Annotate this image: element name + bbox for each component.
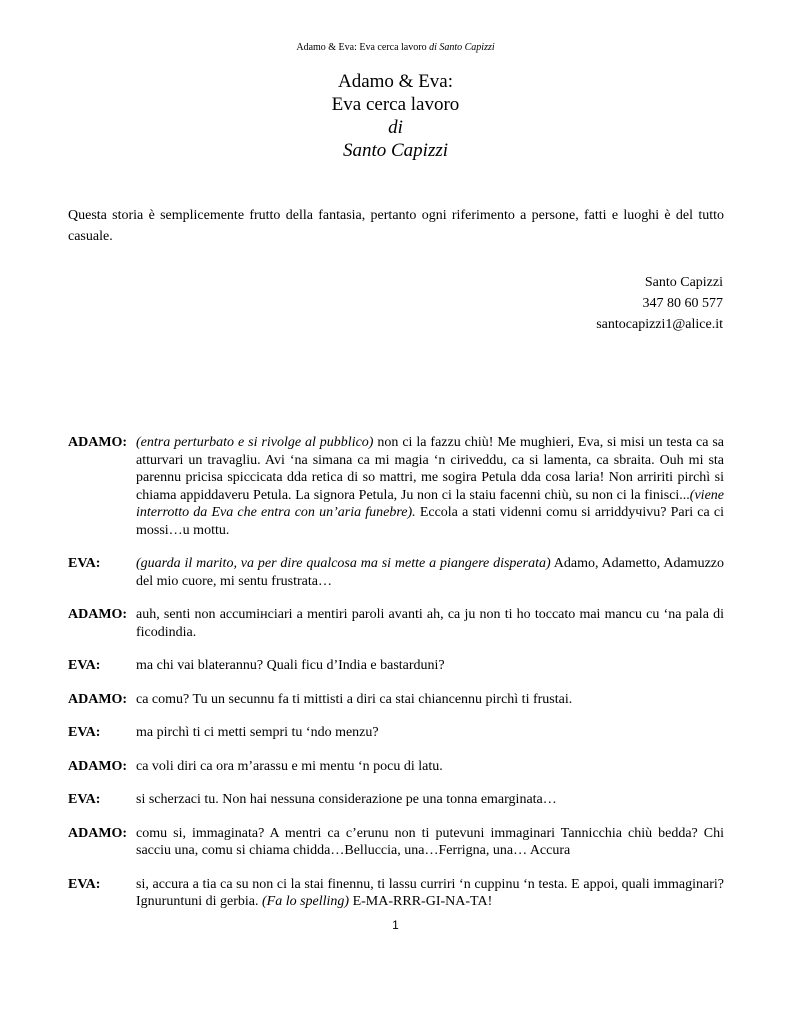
line-text: ca comu? Tu un secunnu fa ti mittisti a diri ca stai chiancennu pirchì ti frustai. [136, 691, 573, 707]
running-author: di Santo Capizzi [429, 42, 495, 53]
stage-direction: (viene interrotto da Eva che entra con un’aria funebre). [136, 487, 724, 520]
speaker-name: ADAMO: [68, 825, 128, 841]
stage-direction: (entra perturbato e si rivolge al pubblico) [136, 435, 374, 450]
title-line-4: Santo Capizzi [342, 140, 449, 161]
line-text: si, accura a tia ca su non ci la stai finennu, ti lassu curriri ‘n cuppinu ‘n testa. E appoi, quali immaginari? Ignuruntuni di gerbia. [136, 876, 724, 909]
line-text: ma pirchì ti ci metti sempri tu ‘ndo menzu? [136, 725, 379, 740]
author-contact [596, 272, 723, 335]
line-text: Eccola a stati videnni comu si arriddучivu? Pari ca ci mossi…u mottu. [136, 505, 724, 538]
title-line-2: Eva cerca lavoro [331, 94, 460, 115]
page-number: 1 [392, 918, 399, 932]
dialogue-line [68, 758, 724, 776]
speaker-name: EVA: [68, 658, 101, 673]
speaker-name: ADAMO: [68, 607, 128, 622]
author-name: Santo Capizzi [644, 275, 723, 290]
running-header [0, 42, 791, 53]
title-line-1: Adamo & Eva: [337, 71, 454, 92]
line-text: comu si, immaginata? A mentri ca c’erunu non ti putevuni immaginari Tannicchia chiù bedda? Chi sacciu una, comu si chiama chidda…Belluccia, una…Ferrigna, una… Accura [136, 825, 724, 858]
document-title [0, 70, 791, 162]
speaker-name: EVA: [68, 876, 101, 892]
line-text: E-MA-RRR-GI-NA-TA! [349, 894, 493, 909]
stage-direction: (Fa lo spelling) [261, 894, 350, 909]
dialogue-line [68, 555, 724, 590]
speaker-name: ADAMO: [68, 691, 128, 707]
stage-direction: (guarda il marito, va per dire qualcosa ma si mette a piangere disperata) [136, 556, 551, 571]
dialogue-line [68, 825, 724, 860]
line-text: Adamo, Adametto, Adamuzzo del mio cuore, mi sentu frustrata… [136, 556, 725, 589]
line-text: ma chi vai blaterannu? Quali ficu d’India e bastarduni? [136, 658, 445, 673]
author-phone: 347 80 60 577 [642, 296, 723, 311]
title-line-3: di [388, 117, 403, 138]
speaker-name: EVA: [68, 792, 101, 807]
author-email: santocapizzi1@alice.it [596, 317, 723, 332]
speaker-name: ADAMO: [68, 435, 128, 450]
dialogue-line [68, 724, 724, 742]
dialogue-line [68, 791, 724, 809]
dialogue-script [68, 434, 724, 927]
speaker-name: ADAMO: [68, 758, 128, 774]
dialogue-line [68, 657, 724, 675]
speaker-name: EVA: [68, 556, 101, 571]
line-text: non ci la fazzu chiù! Me mughieri, Eva, si misi un testa ca sa atturvari un travagliu. Avi ‘na simana ca mi magia ‘n ciriveddu, ca si lamenta, ca sbraita. Ouh mi sta parennu pricisa spiccicata dda retica di so mattri, me sogira Petula dda cosa laria! Non arririti pirchì si chiama appiddaveru Petula. La signora Petula, Ju non ci la staiu facenni chiù, su non ci la finisci... [136, 435, 724, 503]
dialogue-line [68, 606, 724, 641]
line-text: si scherzaci tu. Non hai nessuna considerazione pe una tonna emarginata… [136, 792, 557, 807]
dialogue-line [68, 434, 724, 539]
line-text: ca voli diri ca ora m’arassu e mi mentu ‘n pocu di latu. [136, 758, 443, 774]
running-title: Adamo & Eva: Eva cerca lavoro [296, 42, 427, 53]
dialogue-line [68, 691, 724, 709]
disclaimer-paragraph: Questa storia è semplicemente frutto della fantasia, pertanto ogni riferimento a persone, fatti e luoghi è del tutto casuale. [68, 208, 724, 244]
line-text: auh, senti non accumінciari a mentiri paroli avanti ah, ca ju non ti ho toccato mai mancu cu ‘na pala di ficodindia. [136, 607, 724, 640]
dialogue-line [68, 876, 724, 911]
speaker-name: EVA: [68, 725, 101, 740]
